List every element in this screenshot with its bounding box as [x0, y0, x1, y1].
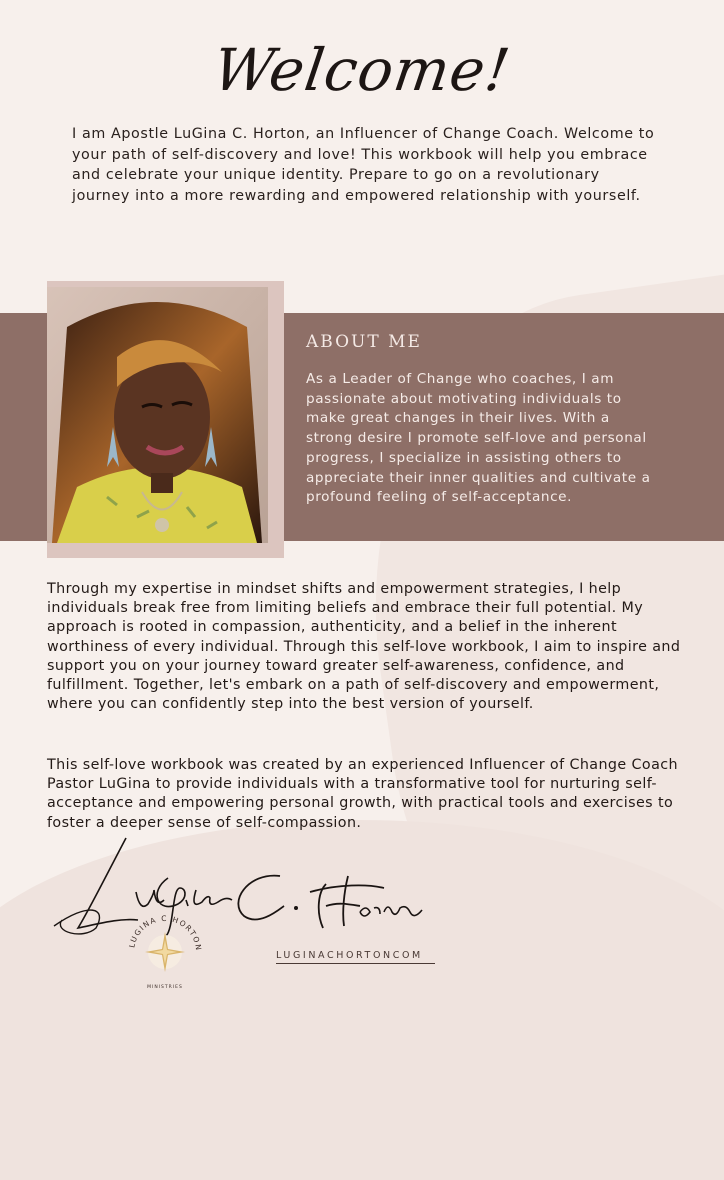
handwritten-signature: [48, 832, 428, 942]
svg-text:MINISTRIES: MINISTRIES: [147, 985, 183, 990]
website-link[interactable]: LUGINACHORTONCOM: [276, 950, 435, 964]
svg-text:LUGINA C HORTON: LUGINA C HORTON: [127, 913, 204, 952]
body-paragraph-1: Through my expertise in mindset shifts and empowerment strategies, I help individuals break free from limiting beliefs and embrace their full potential. My approach is rooted in compassion, authenticity, and a belief in the inherent worthiness of every individual. Through this self-love workbook, I aim to inspire and support you on your journey toward greater self-awareness, confidence, and fulfillment. Together, let's embark on a path of self-discovery and empowerment, where you can confidently step into the best version of yourself.: [47, 581, 681, 713]
intro-paragraph: I am Apostle LuGina C. Horton, an Influencer of Change Coach. Welcome to your path of self-discovery and love! This workbook will help you embrace and celebrate your unique identity. Prepare to go on a revolutionary journey into a more rewarding and empowered relationship with yourself.: [72, 126, 655, 204]
about-paragraph: As a Leader of Change who coaches, I am passionate about motivating individuals to make great changes in their lives. With a strong desire I promote self-love and personal progress, I specialize in assisting others to appreciate their inner qualities and cultivate a profound feeling of self-acceptance.: [306, 371, 651, 506]
portrait-photo: [47, 287, 268, 543]
about-title: ABOUT ME: [306, 332, 422, 352]
ministries-seal-logo: [125, 912, 205, 992]
body-paragraph-2: This self-love workbook was created by an experienced Influencer of Change Coach Pastor LuGina to provide individuals with a transformative tool for nurturing self-acceptance and empowering personal growth, with practical tools and exercises to foster a deeper sense of self-compassion.: [47, 757, 678, 831]
welcome-title: Welcome!: [209, 36, 515, 104]
